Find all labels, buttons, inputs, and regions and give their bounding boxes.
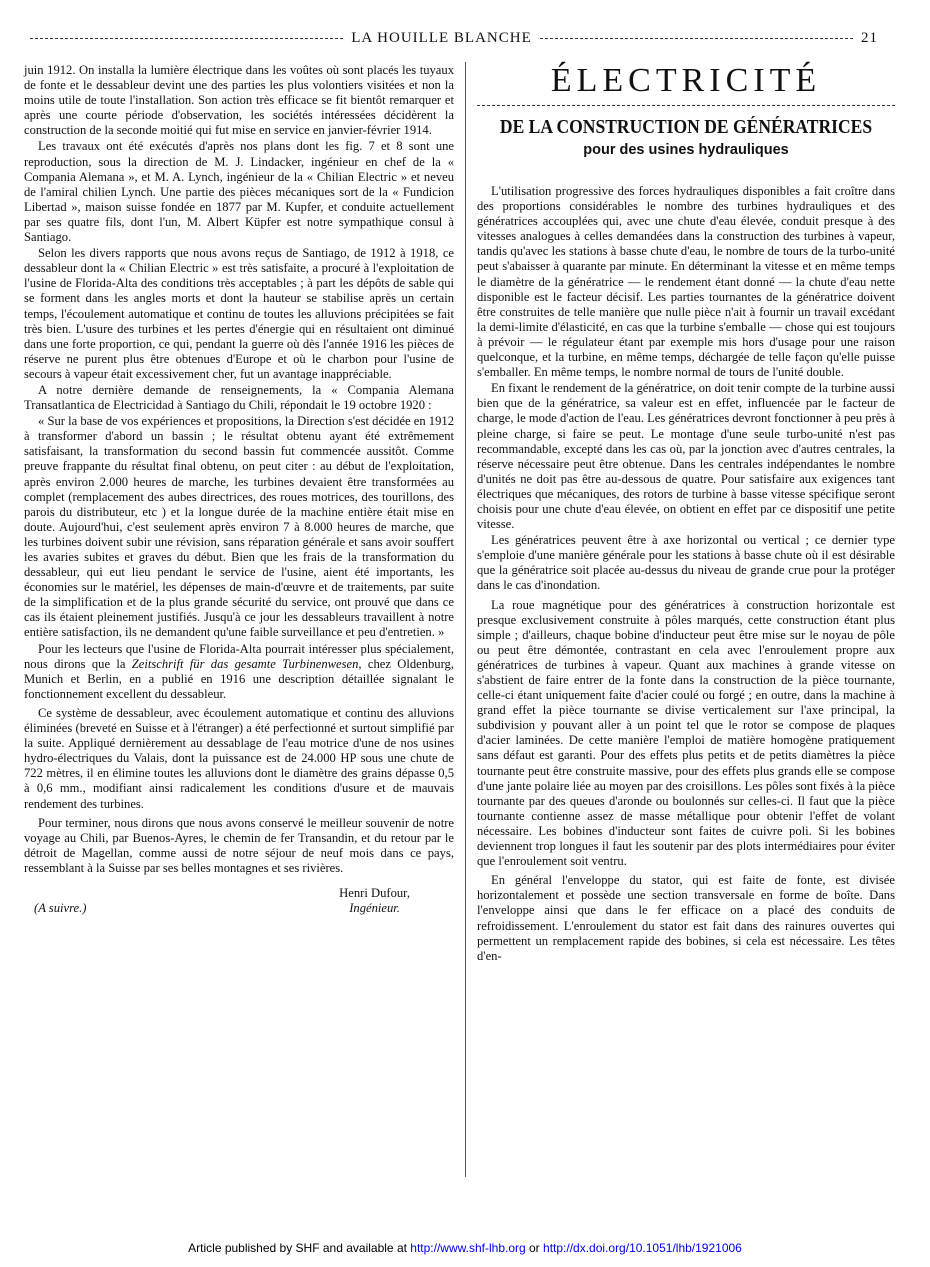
paragraph: En fixant le rendement de la génératrice, on doit tenir compte de la turbine aussi bien que de la génératrice, sa valeur est en effet, influencée par le facteur de charge, le mode d'action de l'eau. Les génératrices devront fonctionner à peu près à pleine charge, si faire se peut. Le montage d'une seule turbo-unité n'est pas recommandable, excepté dans les cas où, par la jonction avec d'autres centrales, la réserve nécessaire peut être obtenue. Dans les centrales indépendantes le nombre d'unités ne doit pas être au-dessous de quatre. Pour satisfaire aux exigences tant électriques que mécaniques, des rotors de turbine à basse vitesse spécifique seront choisis pour une chute d'eau élevée, on obtient en effet par ce dispositif une petite vitesse.: [477, 381, 895, 532]
paragraph: Ce système de dessableur, avec écoulement automatique et continu des alluvions éliminées (breveté en Suisse et à l'étranger) a été perfectionné et surtout simplifié par la suite. Appliqué dernièrement au dessablage de l'eau motrice d'une de nos usines hydro-électriques du Valais, dont la puissance est de 24.000 HP sous une chute de 722 mètres, il en élimine toutes les alluvions dont le diamètre des grains dépasse 0,5 à 0,6 mm., modifiant ainsi radicalement les conditions d'usure et de mauvais rendement des turbines.: [24, 705, 454, 811]
author-role: Ingénieur.: [349, 901, 400, 916]
paragraph: En général l'enveloppe du stator, qui est faite de fonte, est divisée horizontalement et possède une section transversale en forme de boîte. Dans l'enveloppe ainsi que dans le fer efficace on a placé des conduits de refroidissement. L'enroulement du stator est fait dans des rainures ouvertes qui permettent un remplacement rapide des bobines, si cela est nécessaire. Les têtes d'en-: [477, 873, 895, 963]
right-column: [477, 63, 895, 964]
quoted-letter: « Sur la base de vos expériences et propositions, la Direction s'est décidée en 1912 à transformer d'abord un bassin ; le résultat obtenu ayant été extrêmement satisfaisant, la transformation du second bassin fut commencée aussitôt. Comme preuve frappante du résultat final obtenu, on peut citer : au début de l'exploitation, après environ 2.000 heures de marche, les turbines devaient être transformées au complet (remplacement des aubes directrices, des roues motrices, des tourillons, des parois du distributeur, etc ) et la longue durée de la machine entière était mise en doute. Aujourd'hui, c'est seulement après environ 7 à 8.000 heures de marche, que les turbines doivent subir une révision, sans réparation générale et sans avoir souffert les avaries subites et graves du début. Bien que les frais de la transformation du dessableur, qui eut lieu pendant le service de l'usine, aient été importants, les économies sur le matériel, les dépenses de main-d'œuvre et de traitements, par suite de la simplification et de la plus grande sécurité du service, ont prouvé que dans ce cas ils étaient pleinement justifiés. Jusqu'à ce jour les dessableurs travaillent à notre entière satisfaction, ils ne demandent qu'une faible surveillance et peu d'entretien. »: [24, 414, 454, 640]
article-subtitle: pour des usines hydrauliques: [583, 142, 789, 158]
doi-link[interactable]: http://dx.doi.org/10.1051/lhb/1921006: [543, 1241, 742, 1255]
paragraph: L'utilisation progressive des forces hydrauliques disponibles a fait croître dans des proportions considérables le nombre des turbines hydrauliques et des génératrices accouplées qui, avec une chute d'eau élevée, conduit presque à des vitesses analogues à celles demandées dans la construction des turbines à vapeur, tandis qu'avec les stations à basse chute d'eau, le nombre de tours de la turbo-unité peut s'abaisser à quarante par minute. En déterminant la vitesse et en même temps le diamètre de la génératrice — le rendement étant donné — la chute d'eau nette disponible est le facteur décisif. Les parties tournantes de la génératrice doivent être construites de telle manière que nulle pièce n'ait à fournir un travail excédant la demi-limite d'élasticité, en cas que la turbine s'emballe — chose qui est toujours à prévoir — le régulateur étant par exemple mis hors d'usage pour une raison quelconque, et la turbine, en même temps, déchargée de telle façon qu'elle puisse s'emballer. En même temps, le nombre normal de tours de l'unité double.: [477, 184, 895, 380]
shf-link[interactable]: http://www.shf-lhb.org: [410, 1241, 526, 1255]
left-column: [24, 63, 454, 916]
paragraph: Les génératrices peuvent être à axe horizontal ou vertical ; ce dernier type s'emploie d'une manière générale pour les stations à basse chute où il est désirable que la génératrice soit placée au-dessus du niveau de grande crue pour la protéger dans le cas d'inondation.: [477, 533, 895, 593]
header-rule-left: [30, 38, 343, 39]
section-rule: [477, 105, 895, 106]
author-block: [339, 886, 454, 916]
text-span: Pour les lecteurs que l'usine de Florida-Alta pourrait intéresser plus spécialement, nous dirons que la: [24, 641, 454, 671]
publication-footer: [0, 1241, 930, 1255]
header-rule-right: [540, 38, 853, 39]
paragraph: Pour terminer, nous dirons que nous avons conservé le meilleur souvenir de notre voyage au Chili, par Buenos-Ayres, le chemin de fer Transandin, et du retour par le détroit de Magellan, comme aussi de notre séjour de neuf mois dans ce pays, ressemblant à la Suisse par ses belles montagnes et ses rivières.: [24, 815, 454, 875]
paragraph: Les travaux ont été exécutés d'après nos plans dont les fig. 7 et 8 sont une reproduction, sous la direction de M. J. Lindacker, ingénieur en chef de la « Compania Alemana », et M. A. Lynch, ingénieur de la « Chilian Electric » et neveu de l'amiral chilien Lynch. Une partie des pièces mécaniques sort de la « Fundicion Libertad », maison suisse fondée en 1877 par M. Kupfer, et conduite actuellement par ses quatre fils, dont l'un, M. Albert Küpfer est notre sympathique consul à Santiago.: [24, 139, 454, 245]
paragraph: La roue magnétique pour des génératrices à construction horizontale est presque exclusivement construite à pôles marqués, cette construction étant plus simple ; d'ailleurs, chaque bobine d'inducteur peut être mise sur le noyau de pôle ou peut être démontée, contrastant en cela avec l'enroulement propre aux génératrices de turbines à vapeur. Quant aux machines à grande vitesse on s'abstient de faire entrer de la fonte dans la construction de la pièce tournante, celle-ci étant uniquement faite d'acier coulé ou forgé ; en outre, dans la machine à grand effet la pièce tournante se divise verticalement sur l'axe principal, la subdivision y pouvant aller à un point tel que le rotor se compose de plaques d'acier laminées. De cette manière l'emploi de matière homogène pratiquement sans défaut est garanti. Pour des effets plus petits et de petits diamètres la pièce tournante peut être construite massive, pour des effets plus grands elle se compose d'une jante polaire liée au moyen par des croisillons. Les pôles sont fixés à la pièce tournante par des queues d'aronde ou boulonnés sur celles-ci. Il faut que la pièce tournante contienne assez de masse métallique pour obtenir l'effet de volant nécessaire. Les bobines d'inducteur sont faites de cuivre poli. Si les bobines deviennent trop longues il faut les soutenir par des plots intermédiaires pour éviter que l'enroulement soit ventru.: [477, 597, 895, 869]
journal-citation: Zeitschrift für das gesamte Turbinenwesen: [131, 656, 359, 671]
article-title: DE LA CONSTRUCTION DE GÉNÉRATRICES: [499, 117, 873, 138]
paragraph: A notre dernière demande de renseignements, la « Compania Alemana Transatlantica de Electricidad à Santiago du Chili, répondait le 19 octobre 1920 :: [24, 382, 454, 413]
signature-block: [24, 886, 454, 916]
footer-middle: or: [525, 1241, 544, 1255]
column-divider: [465, 62, 466, 1177]
journal-name: LA HOUILLE BLANCHE: [351, 29, 532, 46]
paragraph: [24, 642, 454, 702]
to-be-continued: (A suivre.): [34, 901, 87, 916]
paragraph: juin 1912. On installa la lumière électrique dans les voûtes où sont placés les tuyaux de fonte et le dessableur devint une des parties les plus volontiers visitées et non la moins utile de toute l'installation. Son action très efficace se fit bientôt remarquer et après une courte période d'observation, les sociétés intéressées décidèrent la construction de la seconde moitié qui fut mise en service en janvier-février 1914.: [24, 63, 454, 138]
footer-prefix: Article published by SHF and available at: [188, 1241, 411, 1255]
page-number: 21: [861, 29, 879, 46]
text-span: , chez Oldenburg, Munich et Berlin, en a publié en 1916 une description détaillée signalant le fonctionnement excellent du dessableur.: [24, 656, 455, 701]
paragraph: Selon les divers rapports que nous avons reçus de Santiago, de 1912 à 1918, ce dessableur dont la « Chilian Electric » est très satisfaite, a procuré à l'exploitation de l'usine de Florida-Alta des conditions très acceptables ; à part les dépôts de sable qui se forment dans les angles morts et dont la hauteur se stabilise après un certain temps, l'écoulement automatique et continu de toutes les alluvions précipitées se fait très bien. L'usure des turbines et les pertes d'énergie qui en résultaient ont diminué dans une forte proportion, ce qui, pendant la guerre où dès l'année 1916 les pièces de réserve ne purent plus être obtenues d'Europe et où le charbon pour l'usine de secours à vapeur était excessivement cher, fut un avantage inappréciable.: [24, 246, 454, 381]
author-name: Henri Dufour,: [339, 885, 410, 900]
section-title: ÉLECTRICITÉ: [550, 62, 822, 99]
running-header: [22, 28, 878, 48]
